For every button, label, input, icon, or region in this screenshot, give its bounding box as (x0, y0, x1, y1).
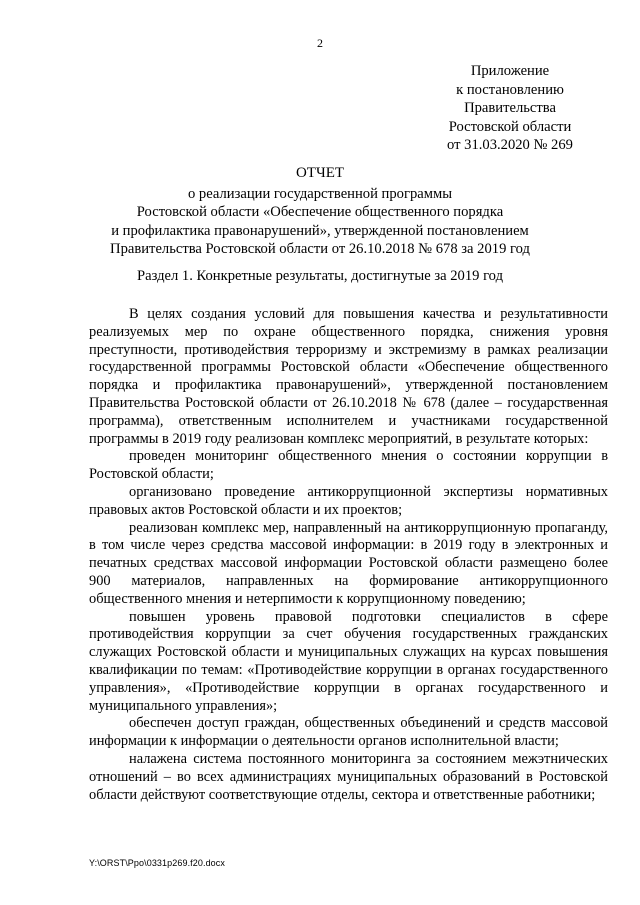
paragraph: обеспечен доступ граждан, общественных объединений и средств массовой информации к информации о деятельности органов исполнительной власти; (89, 715, 608, 750)
paragraph: повышен уровень правовой подготовки специалистов в сфере противодействия коррупции за счет обучения государственных гражданских служащих Ростовской области и муниципальных служащих на курсах повышения квалификации по темам: «Противодействие коррупции в органах государственного управления», «Противодействие коррупции в органах государственного и муниципального управления»; (89, 608, 608, 714)
paragraph: реализован комплекс мер, направленный на антикоррупционную пропаганду, в том числе через средства массовой информации: в 2019 году в электронных и печатных средствах массовой информации Ростовской области размещено более 900 материалов, направленных на формирование антикоррупционного общественного мнения и нетерпимости к коррупционному поведению; (89, 519, 608, 607)
paragraph: проведен мониторинг общественного мнения о состоянии коррупции в Ростовской области; (89, 448, 608, 483)
subtitle-line: Правительства Ростовской области от 26.10.2018 № 678 за 2019 год (110, 240, 530, 257)
report-title: ОТЧЕТ (295, 165, 345, 181)
appendix-line: Приложение (470, 63, 550, 79)
subtitle-line: и профилактика правонарушений», утвержденной постановлением (111, 222, 529, 239)
appendix-line: Правительства (464, 100, 556, 116)
paragraph: организовано проведение антикоррупционной экспертизы нормативных правовых актов Ростовской области и их проектов; (89, 483, 608, 518)
paragraph: налажена система постоянного мониторинга за состоянием межэтнических отношений – во всех администрациях муниципальных образований в Ростовской области действуют соответствующие отделы, сектора и ответственные работники; (89, 750, 608, 803)
section-heading: Раздел 1. Конкретные результаты, достигнутые за 2019 год (136, 268, 503, 284)
subtitle-line: о реализации государственной программы (187, 186, 452, 202)
report-subtitle (80, 185, 560, 258)
appendix-block (420, 62, 600, 155)
appendix-line: к постановлению (456, 81, 564, 98)
body-text (89, 306, 608, 804)
page-number: 2 (317, 36, 323, 50)
appendix-line: Ростовской области (448, 118, 572, 135)
appendix-line: от 31.03.2020 № 269 (447, 137, 573, 153)
paragraph: В целях создания условий для повышения качества и результативности реализуемых мер по охране общественного порядка, снижения уровня преступности, противодействия терроризму и экстремизму в рамках реализации государственной программы Ростовской области «Обеспечение общественного порядка и профилактика правонарушений», утвержденной постановлением Правительства Ростовской области от 26.10.2018 № 678 (далее – государственная программа), ответственным исполнителем и участниками государственной программы в 2019 году реализован комплекс мероприятий, в результате которых: (89, 306, 608, 447)
footer-file-path: Y:\ORST\Ppo\0331p269.f20.docx (89, 858, 225, 868)
subtitle-line: Ростовской области «Обеспечение общественного порядка (136, 204, 504, 221)
